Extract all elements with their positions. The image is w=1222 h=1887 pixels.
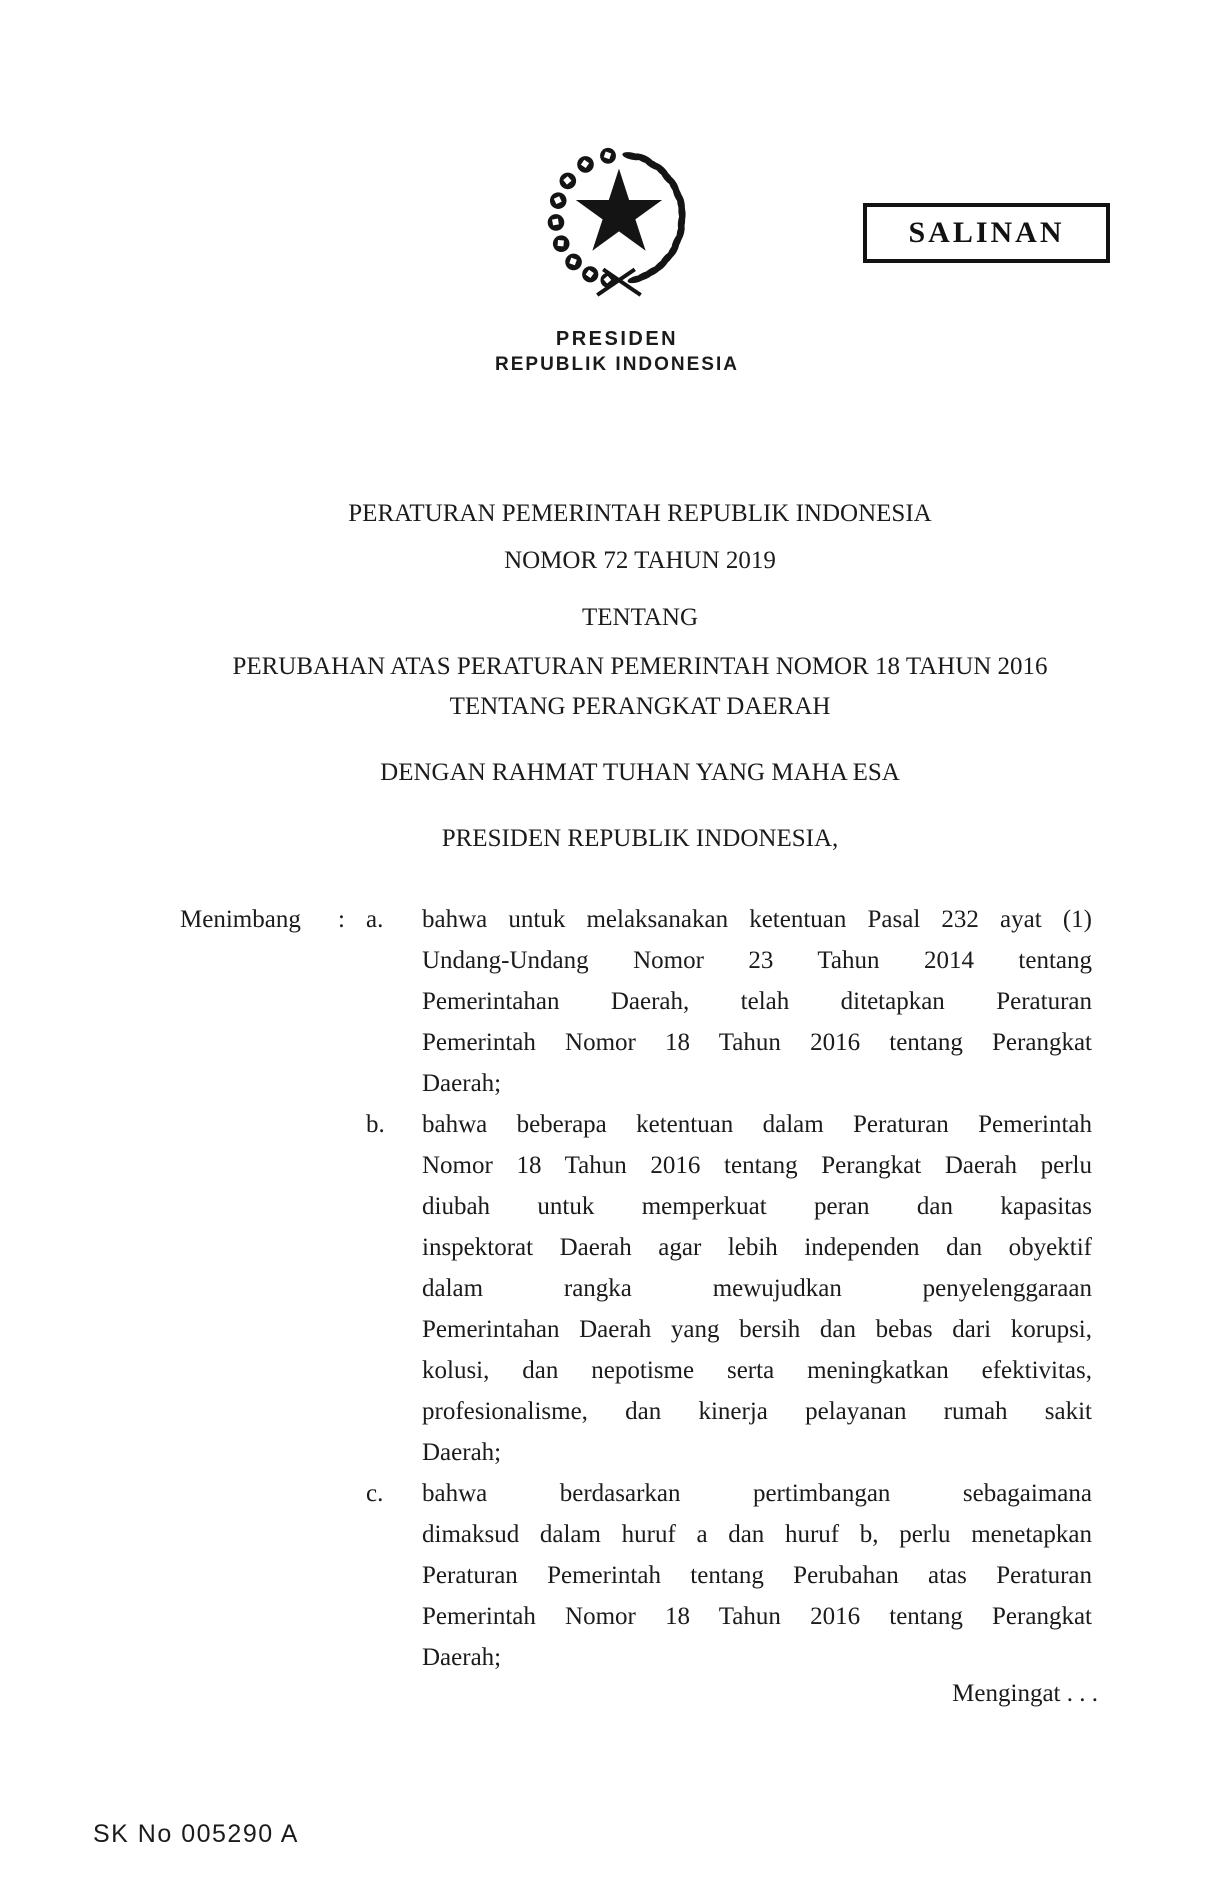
salinan-stamp: [863, 203, 1110, 263]
invocation-line: DENGAN RAHMAT TUHAN YANG MAHA ESA: [380, 759, 900, 786]
consideration-item-a: [366, 899, 1092, 1104]
item-c-line: Pemerintah Nomor 18 Tahun 2016 tentang Perangkat: [422, 1603, 1092, 1630]
presidential-star-wreath-emblem-icon: [538, 134, 696, 306]
item-a-line: Daerah;: [422, 1070, 502, 1097]
item-a-line: Pemerintah Nomor 18 Tahun 2016 tentang Perangkat: [422, 1029, 1092, 1056]
title-line-2: NOMOR 72 TAHUN 2019: [504, 547, 776, 574]
issuer-line: PRESIDEN REPUBLIK INDONESIA,: [441, 825, 839, 852]
regulation-title: [160, 490, 1120, 727]
considerations-colon: :: [338, 906, 345, 933]
salinan-stamp-label: SALINAN: [908, 216, 1065, 249]
letterhead: [417, 326, 817, 378]
item-marker: a.: [366, 906, 384, 933]
letterhead-line2: REPUBLIK INDONESIA: [495, 354, 739, 375]
letterhead-line1: PRESIDEN: [555, 328, 679, 350]
item-c-line: Peraturan Pemerintah tentang Perubahan atas Peraturan: [422, 1562, 1092, 1589]
consideration-item-b: [366, 1104, 1092, 1473]
considerations-section: [180, 899, 1105, 1678]
considerations-label: Menimbang: [180, 906, 301, 933]
title-line-1: PERATURAN PEMERINTAH REPUBLIK INDONESIA: [348, 500, 932, 527]
title-line-5: TENTANG PERANGKAT DAERAH: [449, 693, 831, 720]
title-line-3: TENTANG: [581, 604, 699, 631]
item-marker: c.: [366, 1480, 384, 1507]
item-marker: b.: [366, 1111, 385, 1138]
item-b-line: kolusi, dan nepotisme serta meningkatkan efektivitas,: [422, 1357, 1092, 1384]
item-b-line: diubah untuk memperkuat peran dan kapasitas: [422, 1193, 1092, 1220]
item-b-line: profesionalisme, dan kinerja pelayanan rumah sakit: [422, 1398, 1092, 1425]
consideration-item-c: [366, 1473, 1092, 1678]
item-b-line: Pemerintahan Daerah yang bersih dan bebas dari korupsi,: [422, 1316, 1092, 1343]
item-a-line: Pemerintahan Daerah, telah ditetapkan Peraturan: [422, 988, 1092, 1015]
item-b-line: Nomor 18 Tahun 2016 tentang Perangkat Daerah perlu: [422, 1152, 1092, 1179]
item-b-line: bahwa beberapa ketentuan dalam Peraturan Pemerintah: [422, 1111, 1092, 1138]
item-b-line: inspektorat Daerah agar lebih independen dan obyektif: [422, 1234, 1092, 1261]
item-a-line: Undang-Undang Nomor 23 Tahun 2014 tentang: [422, 947, 1092, 974]
catchword: Mengingat . . .: [952, 1680, 1098, 1707]
item-b-line: Daerah;: [422, 1439, 502, 1466]
footer-code: SK No 005290 A: [93, 1820, 299, 1848]
item-c-line: Daerah;: [422, 1644, 502, 1671]
title-line-4: PERUBAHAN ATAS PERATURAN PEMERINTAH NOMOR 18 TAHUN 2016: [232, 653, 1048, 680]
item-c-line: dimaksud dalam huruf a dan huruf b, perlu menetapkan: [422, 1521, 1092, 1548]
item-a-line: bahwa untuk melaksanakan ketentuan Pasal 232 ayat (1): [422, 906, 1092, 933]
item-c-line: bahwa berdasarkan pertimbangan sebagaimana: [422, 1480, 1092, 1507]
item-b-line: dalam rangka mewujudkan penyelenggaraan: [422, 1275, 1092, 1302]
